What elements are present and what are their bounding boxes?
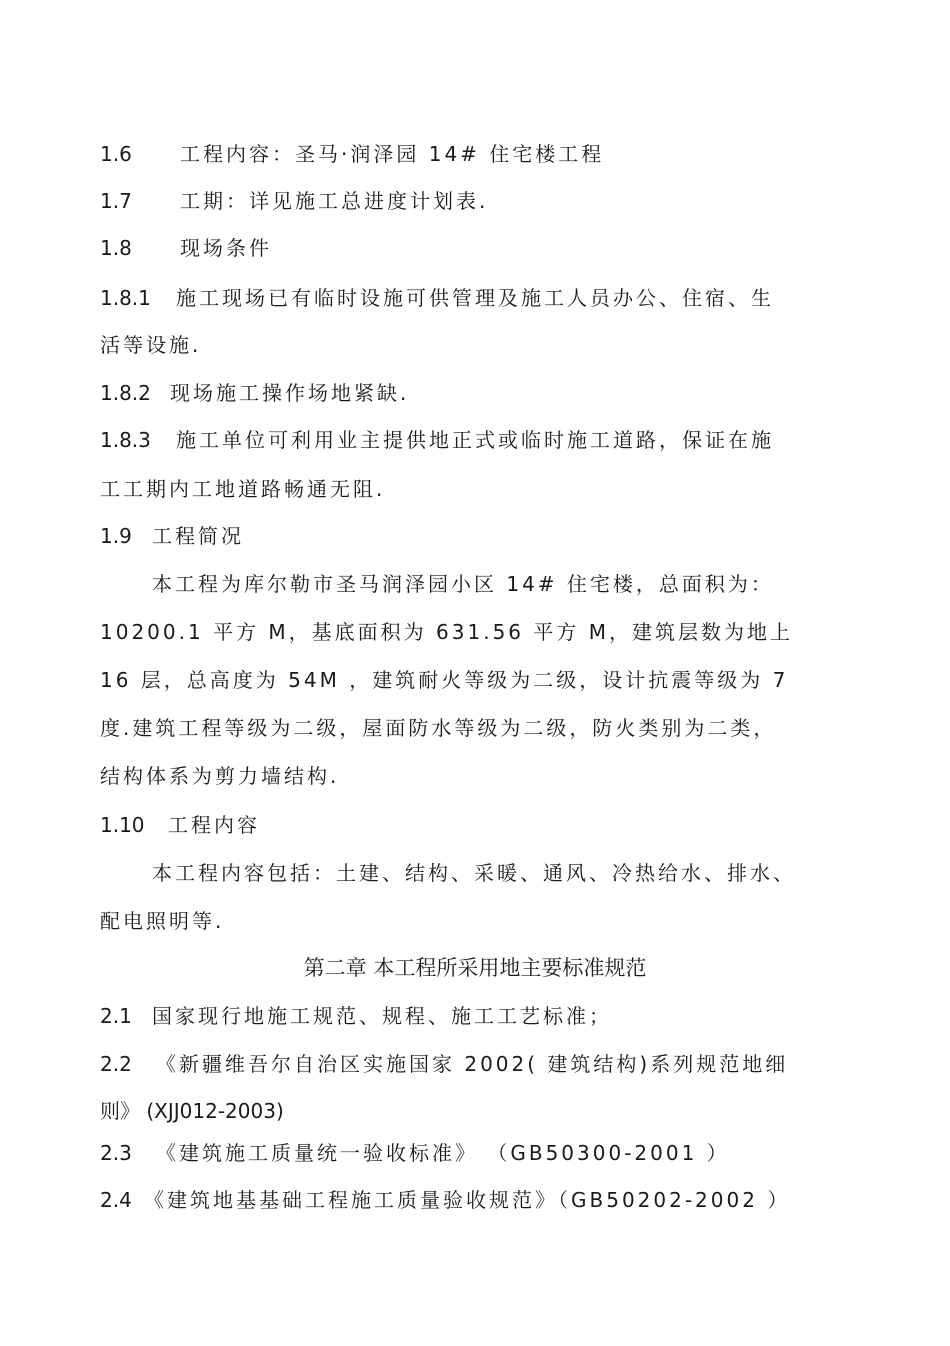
section-2-2 [100, 1050, 840, 1078]
section-1-8-1 [100, 284, 840, 312]
section-number: 1.6 [100, 142, 132, 166]
section-1-8-1-continued [100, 331, 840, 359]
section-1-8-2 [100, 379, 840, 407]
section-number: 2.1 [100, 1004, 132, 1028]
paragraph-text: 结构体系为剪力墙结构. [100, 764, 340, 788]
section-text: 工期：详见施工总进度计划表. [180, 189, 489, 213]
section-number: 2.4 [100, 1188, 132, 1212]
section-text: 施工现场已有临时设施可供管理及施工人员办公、住宿、生 [176, 286, 774, 310]
chapter-title: 第二章 本工程所采用地主要标准规范 [303, 956, 647, 980]
section-text: 工工期内工地道路畅通无阻. [100, 477, 386, 501]
paragraph-text: 本工程内容包括：土建、结构、采暖、通风、冷热给水、排水、 [152, 861, 796, 885]
section-1-6 [100, 140, 840, 168]
section-text: 工程内容：圣马·润泽园 14# 住宅楼工程 [180, 142, 605, 166]
overview-paragraph-line-5 [100, 762, 840, 790]
section-number: 1.10 [100, 813, 145, 837]
section-number: 2.2 [100, 1052, 132, 1076]
section-number: 1.8.3 [100, 428, 151, 452]
section-text: 施工单位可利用业主提供地正式或临时施工道路，保证在施 [176, 428, 774, 452]
section-1-8 [100, 234, 840, 262]
section-2-4 [100, 1186, 840, 1214]
overview-paragraph-line-2 [100, 618, 840, 646]
overview-paragraph-line-3 [100, 666, 840, 694]
section-text: 国家现行地施工规范、规程、施工工艺标准； [152, 1004, 612, 1028]
section-number: 1.7 [100, 189, 132, 213]
paragraph-text: 度.建筑工程等级为二级，屋面防水等级为二级，防火类别为二类， [100, 716, 777, 740]
section-number: 2.3 [100, 1141, 132, 1165]
section-number: 1.8.2 [100, 381, 151, 405]
content-paragraph-line-1 [152, 859, 842, 887]
section-number: 1.9 [100, 524, 132, 548]
section-number: 1.8.1 [100, 286, 151, 310]
section-1-8-3-continued [100, 475, 840, 503]
section-text: 工程简况 [152, 524, 244, 548]
section-text: 《建筑施工质量统一验收标准》 （GB50300-2001 ） [156, 1141, 730, 1165]
section-text: 活等设施. [100, 333, 202, 357]
section-text: 则》 (XJJ012-2003) [100, 1099, 284, 1123]
content-paragraph-line-2 [100, 907, 840, 935]
paragraph-text: 配电照明等. [100, 909, 225, 933]
paragraph-text: 本工程为库尔勒市圣马润泽园小区 14# 住宅楼，总面积为： [152, 572, 774, 596]
section-1-7 [100, 187, 840, 215]
section-text: 工程内容 [168, 813, 260, 837]
section-1-9 [100, 522, 840, 550]
overview-paragraph-line-4 [100, 714, 840, 742]
section-text: 《新疆维吾尔自治区实施国家 2002( 建筑结构)系列规范地细 [156, 1052, 789, 1076]
overview-paragraph-line-1 [152, 570, 842, 598]
section-text: 现场施工操作场地紧缺. [170, 381, 410, 405]
paragraph-text: 16 层，总高度为 54M ，建筑耐火等级为二级，设计抗震等级为 7 [100, 668, 789, 692]
paragraph-text: 10200.1 平方 M，基底面积为 631.56 平方 M，建筑层数为地上 [100, 620, 793, 644]
section-2-1 [100, 1002, 840, 1030]
section-2-2-continued [100, 1097, 840, 1125]
section-text: 《建筑地基基础工程施工质量验收规范》（GB50202-2002 ） [144, 1188, 791, 1212]
section-2-3 [100, 1139, 840, 1167]
section-number: 1.8 [100, 236, 132, 260]
section-text: 现场条件 [180, 236, 272, 260]
section-1-10 [100, 811, 840, 839]
section-1-8-3 [100, 426, 840, 454]
